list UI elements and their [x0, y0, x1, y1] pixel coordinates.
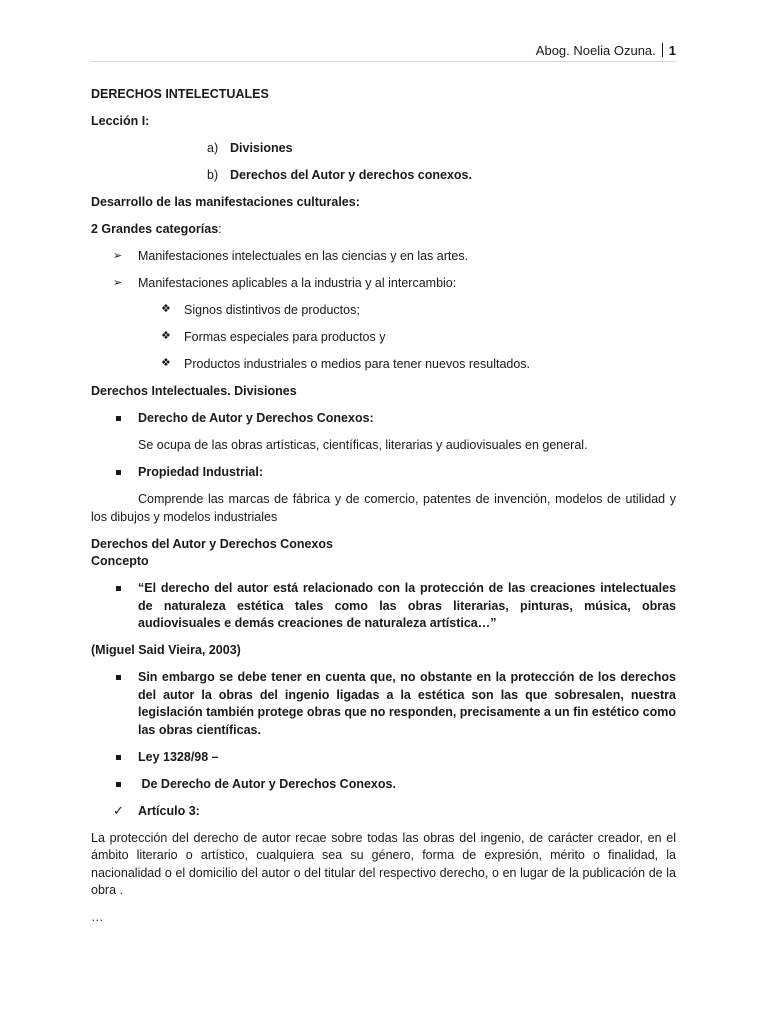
- category-text: Manifestaciones aplicables a la industria y al intercambio:: [138, 276, 457, 290]
- division-title: Derecho de Autor y Derechos Conexos:: [138, 411, 374, 425]
- arrowhead-bullet-icon: ➢: [113, 277, 123, 289]
- lesson-item: [91, 140, 676, 158]
- categories-heading: [91, 221, 676, 239]
- quote-text: “El derecho del autor está relacionado con la protección de las creaciones intelectuales de naturaleza estética tales como las obras literarias, pinturas, música, obras audiovisuales e demás creaciones de naturaleza artística…”: [138, 581, 676, 630]
- list-item: [91, 669, 676, 739]
- lesson-item-text: Divisiones: [230, 141, 293, 155]
- list-item: [91, 356, 676, 374]
- list-item: [91, 464, 676, 482]
- list-item: [91, 749, 676, 767]
- categories-colon: :: [218, 222, 222, 236]
- article-text: La protección del derecho de autor recae sobre todas las obras del ingenio, de carácter creador, en el ámbito literario o artístico, cualquiera sea su género, forma de expresión, mérito o finalidad, la nacionalidad o el domicilio del autor o del titular del respectivo derecho, o en lugar de la publicación de la obra .: [91, 830, 676, 897]
- category-text: Manifestaciones intelectuales en las ciencias y en las artes.: [138, 249, 469, 263]
- lesson-list: [91, 140, 676, 185]
- square-bullet-icon: [116, 675, 121, 680]
- sub-item-text: Formas especiales para productos y: [184, 330, 386, 344]
- sub-item-text: Signos distintivos de productos;: [184, 303, 360, 317]
- four-diamond-bullet-icon: ❖: [161, 330, 171, 342]
- list-item: [91, 248, 676, 266]
- law-name-text: De Derecho de Autor y Derechos Conexos.: [138, 776, 396, 791]
- page-number: 1: [668, 43, 676, 58]
- square-bullet-icon: [116, 782, 121, 787]
- square-bullet-icon: [116, 416, 121, 421]
- header-separator: [662, 43, 663, 57]
- square-bullet-icon: [116, 470, 121, 475]
- law-text: Ley 1328/98 –: [138, 749, 219, 764]
- list-marker: b): [207, 168, 219, 182]
- note-text: Sin embargo se debe tener en cuenta que, no obstante en la protección de los derechos del autor la obras del ingenio ligadas a la estética son las que sobresalen, nuestra legislación también protege obras que no responden, precisamente a un fin estético como las obras científicas.: [138, 670, 676, 737]
- four-diamond-bullet-icon: ❖: [161, 357, 171, 369]
- division-title: Propiedad Industrial:: [138, 465, 264, 479]
- lesson-heading: Lección I:: [91, 114, 150, 128]
- list-item: [91, 803, 676, 821]
- list-item: [91, 275, 676, 293]
- list-item: [91, 580, 676, 633]
- four-diamond-bullet-icon: ❖: [161, 303, 171, 315]
- list-item: [91, 302, 676, 320]
- lesson-item: [91, 167, 676, 185]
- checkmark-bullet-icon: ✓: [113, 802, 124, 818]
- article-title: Artículo 3:: [138, 803, 200, 818]
- list-item: [91, 410, 676, 428]
- square-bullet-icon: [116, 586, 121, 591]
- document-title: DERECHOS INTELECTUALES: [91, 87, 269, 101]
- divisions-heading: Derechos Intelectuales. Divisiones: [91, 384, 297, 398]
- document-body: [91, 86, 676, 927]
- list-marker: a): [207, 141, 219, 155]
- list-item: [91, 776, 676, 794]
- ellipsis: …: [91, 910, 104, 924]
- categories-heading-text: 2 Grandes categorías: [91, 222, 219, 236]
- division-description: Se ocupa de las obras artísticas, científicas, literarias y audiovisuales en general.: [138, 438, 588, 452]
- division-description: Comprende las marcas de fábrica y de comercio, patentes de invención, modelos de utilidad y los dibujos y modelos industriales: [91, 492, 676, 524]
- citation: (Miguel Said Vieira, 2003): [91, 643, 241, 657]
- page-header: [91, 42, 676, 62]
- concept-section-heading: Derechos del Autor y Derechos Conexos: [91, 536, 333, 551]
- list-item: [91, 329, 676, 347]
- sub-item-text: Productos industriales o medios para tener nuevos resultados.: [184, 357, 531, 371]
- square-bullet-icon: [116, 755, 121, 760]
- arrowhead-bullet-icon: ➢: [113, 250, 123, 262]
- header-author: Abog. Noelia Ozuna.: [535, 43, 656, 58]
- lesson-item-text: Derechos del Autor y derechos conexos.: [230, 168, 472, 182]
- development-heading: Desarrollo de las manifestaciones culturales:: [91, 195, 360, 209]
- concept-label: Concepto: [91, 554, 149, 568]
